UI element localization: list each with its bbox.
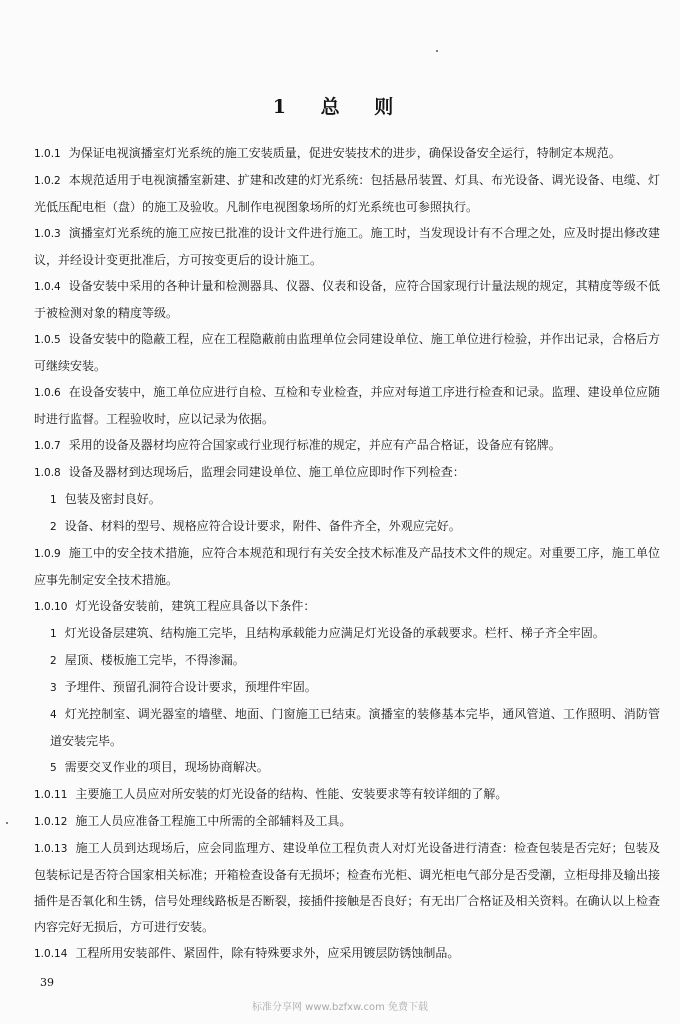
clause-number: 1.0.3 <box>34 228 61 240</box>
clause-subitem <box>34 647 660 674</box>
clause-text: 在设备安装中，施工单位应进行自检、互检和专业检查，并应对每道工序进行检查和记录。监理、建设单位应随时进行监督。工程验收时，应以记录为依据。 <box>34 385 660 426</box>
clause-subitem <box>34 620 660 647</box>
clause <box>34 167 660 220</box>
clause-subitem <box>34 674 660 701</box>
clause-text: 施工人员到达现场后，应会同监理方、建设单位工程负责人对灯光设备进行清查：检查包装是否完好；包装及包装标记是否符合国家相关标准；开箱检查设备有无损坏；检查布光柜、调光柜电气部分是否受潮，立柜母排及输出接插件是否氧化和生锈，信号处理线路板是否断裂，接插件接触是否良好；有无出厂合格证及相关资料。在确认以上检查内容完好无损后，方可进行安装。 <box>34 841 660 934</box>
clause-text: 屋顶、楼板施工完毕，不得渗漏。 <box>64 653 245 667</box>
clause-number: 1.0.14 <box>34 948 68 960</box>
clause <box>34 379 660 432</box>
clause-text: 主要施工人员应对所安装的灯光设备的结构、性能、安装要求等有较详细的了解。 <box>75 787 508 801</box>
clause-number: 1.0.8 <box>34 467 61 479</box>
clause-number: 3 <box>50 682 57 694</box>
clause-text: 需要交叉作业的项目，现场协商解决。 <box>64 760 269 774</box>
clause-number: 1.0.2 <box>34 175 61 187</box>
clause-text: 本规范适用于电视演播室新建、扩建和改建的灯光系统：包括悬吊装置、灯具、布光设备、调光设备、电缆、灯光低压配电柜（盘）的施工及验收。凡制作电视图象场所的灯光系统也可参照执行。 <box>34 173 660 214</box>
clause-text: 演播室灯光系统的施工应按已批准的设计文件进行施工。施工时，当发现设计有不合理之处，应及时提出修改建议，并经设计变更批准后，方可按变更后的设计施工。 <box>34 226 660 267</box>
clause <box>34 140 660 167</box>
clause-number: 1.0.12 <box>34 816 68 828</box>
clause-text: 为保证电视演播室灯光系统的施工安装质量，促进安装技术的进步，确保设备安全运行，特制定本规范。 <box>68 146 621 160</box>
clause-text: 灯光设备层建筑、结构施工完毕，且结构承载能力应满足灯光设备的承载要求。栏杆、梯子齐全牢固。 <box>64 626 605 640</box>
clause-text: 设备安装中采用的各种计量和检测器具、仪器、仪表和设备，应符合国家现行计量法规的规定，其精度等级不低于被检测对象的精度等级。 <box>34 279 660 320</box>
clause-number: 1 <box>50 494 57 506</box>
clause-number: 1.0.13 <box>34 843 68 855</box>
watermark-text: 标准分享网 www.bzfxw.com 免费下载 <box>252 1002 428 1013</box>
clause-text: 采用的设备及器材均应符合国家或行业现行标准的规定，并应有产品合格证，设备应有铭牌。 <box>68 438 561 452</box>
clause-subitem <box>34 513 660 540</box>
clause-text: 施工中的安全技术措施，应符合本规范和现行有关安全技术标准及产品技术文件的规定。对重要工序，施工单位应事先制定安全技术措施。 <box>34 546 660 587</box>
clause-list <box>34 140 660 967</box>
clause <box>34 835 660 940</box>
clause-number: 1.0.6 <box>34 387 61 399</box>
clause-number: 1 <box>50 628 57 640</box>
clause-text: 设备、材料的型号、规格应符合设计要求，附件、备件齐全，外观应完好。 <box>64 519 461 533</box>
clause-number: 1.0.4 <box>34 281 61 293</box>
clause <box>34 326 660 379</box>
clause <box>34 940 660 967</box>
clause <box>34 273 660 326</box>
clause-number: 1.0.9 <box>34 548 61 560</box>
scan-speck <box>6 822 8 824</box>
clause-number: 1.0.10 <box>34 601 68 613</box>
clause <box>34 593 660 620</box>
clause-text: 工程所用安装部件、紧固件，除有特殊要求外，应采用镀层防锈蚀制品。 <box>75 946 460 960</box>
clause-text: 灯光设备安装前，建筑工程应具备以下条件： <box>75 599 316 613</box>
clause <box>34 808 660 835</box>
clause-text: 设备安装中的隐蔽工程，应在工程隐蔽前由监理单位会同建设单位、施工单位进行检验，并作出记录，合格后方可继续安装。 <box>34 332 660 373</box>
clause <box>34 220 660 273</box>
clause-number: 2 <box>50 521 57 533</box>
clause-number: 1.0.1 <box>34 148 61 160</box>
clause <box>34 781 660 808</box>
clause-number: 5 <box>50 762 57 774</box>
clause-number: 2 <box>50 655 57 667</box>
page-title: 1 总 则 <box>272 96 408 118</box>
clause-number: 1.0.7 <box>34 440 61 452</box>
clause-number: 1.0.11 <box>34 789 68 801</box>
clause-text: 设备及器材到达现场后，监理会同建设单位、施工单位应即时作下列检查： <box>68 465 465 479</box>
clause <box>34 432 660 459</box>
clause-number: 1.0.5 <box>34 334 61 346</box>
clause-number: 4 <box>50 709 57 721</box>
clause-subitem <box>34 701 660 754</box>
clause-subitem <box>34 486 660 513</box>
clause-text: 施工人员应准备工程施工中所需的全部辅料及工具。 <box>75 814 352 828</box>
clause-text: 予埋件、预留孔洞符合设计要求，预埋件牢固。 <box>64 680 317 694</box>
clause-text: 灯光控制室、调光器室的墙壁、地面、门窗施工已结束。演播室的装修基本完毕，通风管道、工作照明、消防管道安装完毕。 <box>50 707 660 748</box>
clause <box>34 459 660 486</box>
clause-text: 包装及密封良好。 <box>64 492 161 506</box>
clause <box>34 540 660 593</box>
clause-subitem <box>34 754 660 781</box>
page-number: 39 <box>40 976 54 989</box>
scan-speck <box>436 50 438 52</box>
